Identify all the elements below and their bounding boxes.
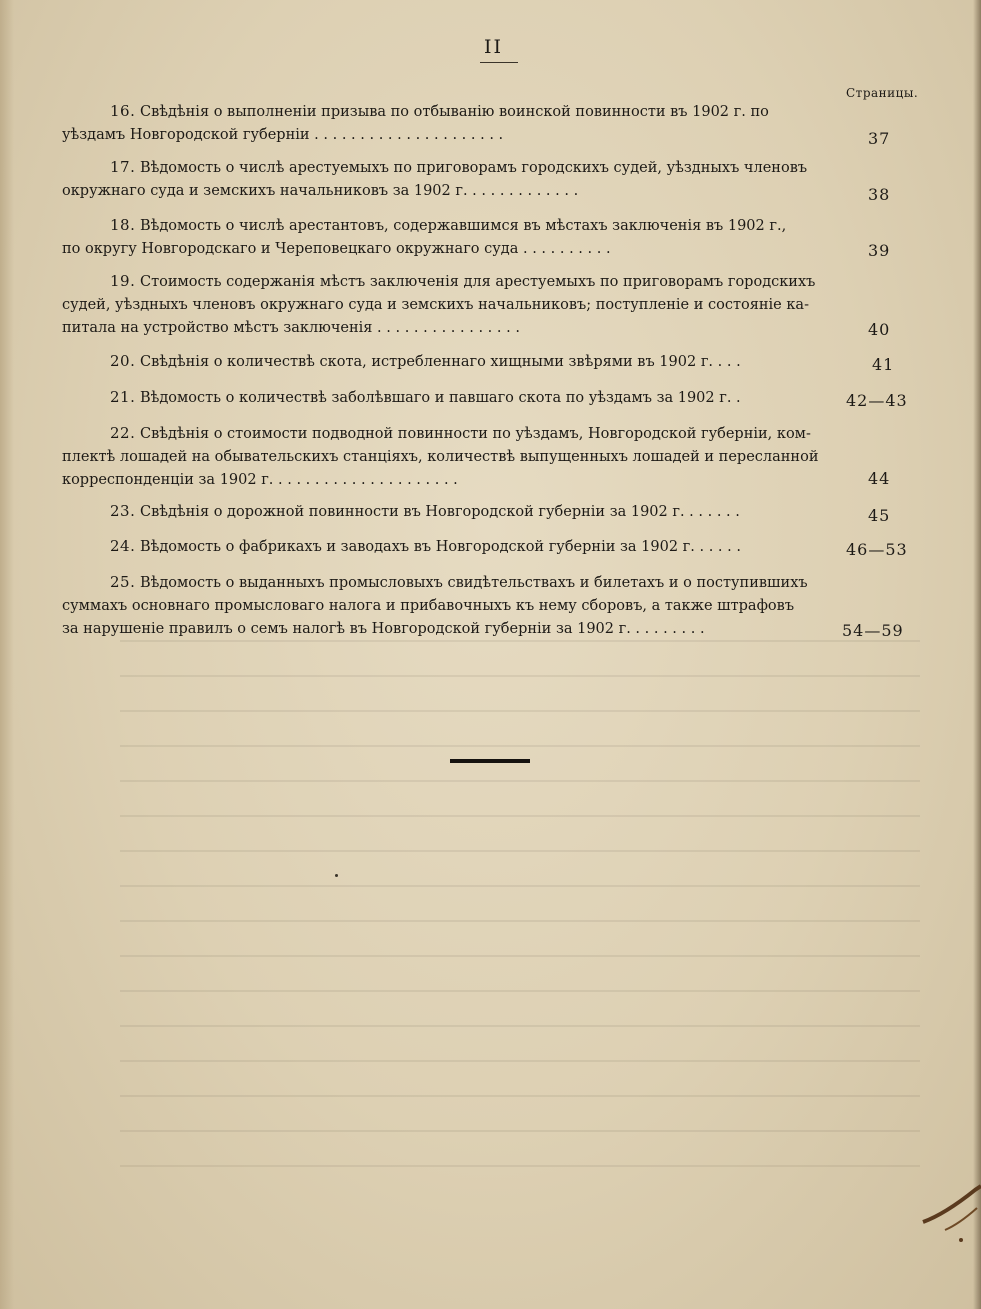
end-rule — [450, 759, 530, 763]
dot-leader: . . . . . . . . . . . . . . . . . . . . . — [309, 127, 504, 143]
entry-text-line: корреспонденціи за 1902 г. — [62, 472, 274, 488]
entry-text-line: Свѣдѣнія о количествѣ скота, истребленнаго хищными звѣрями въ 1902 г. — [139, 354, 714, 370]
entry-number: 24. — [110, 537, 136, 555]
entry-page-23: 45 — [868, 506, 891, 525]
dot-leader: . . . . . . . . . . . . . . . . . . . . — [273, 472, 458, 488]
entry-text-line: Свѣдѣнія о дорожной повинности въ Новгородской губерніи за 1902 г. — [139, 504, 685, 520]
ink-speck — [335, 874, 338, 877]
dot-leader: . . . . . . . . . . . . — [467, 183, 579, 199]
toc-entry-22 — [62, 422, 832, 492]
dot-leader: . . . . . . — [684, 504, 740, 520]
entry-text-line: Вѣдомость о количествѣ заболѣвшаго и павшаго скота по уѣздамъ за 1902 г. — [139, 390, 732, 406]
entry-text-line: Вѣдомость о выданныхъ промысловыхъ свидѣтельствахъ и билетахъ и о поступившихъ — [139, 575, 808, 591]
paper-damage-mark — [915, 1170, 981, 1250]
toc-entry-18 — [62, 214, 832, 261]
entry-number: 18. — [110, 216, 136, 234]
entry-text-line: Свѣдѣнія о выполненіи призыва по отбыванію воинской повинности въ 1902 г. по — [139, 104, 769, 120]
entry-text-line: судей, уѣздныхъ членовъ окружнаго суда и земскихъ начальниковъ; поступленіе и состояніе ка- — [62, 297, 809, 313]
entry-page-21: 42—43 — [846, 391, 908, 410]
entry-text-line: Свѣдѣнія о стоимости подводной повинности по уѣздамъ, Новгородской губерніи, ком- — [139, 426, 811, 442]
entry-text-line: окружнаго суда и земскихъ начальниковъ за 1902 г. — [62, 183, 468, 199]
entry-page-19: 40 — [868, 320, 891, 339]
entry-text-line: за нарушеніе правилъ о семъ налогѣ въ Новгородской губерніи за 1902 г. — [62, 621, 631, 637]
entry-page-20: 41 — [872, 355, 895, 374]
toc-entry-16 — [62, 100, 832, 147]
entry-text-line: плектѣ лошадей на обывательскихъ станціяхъ, количествѣ выпущенныхъ лошадей и пересланной — [62, 449, 819, 465]
entry-number: 25. — [110, 573, 136, 591]
entry-page-25: 54—59 — [842, 621, 904, 640]
toc-entry-24 — [62, 535, 832, 559]
entry-text-line: Вѣдомость о числѣ арестуемыхъ по приговорамъ городскихъ судей, уѣздныхъ членовъ — [139, 160, 808, 176]
dot-leader: . . . . . — [694, 539, 741, 555]
toc-entry-25 — [62, 571, 832, 641]
entry-text-line: Вѣдомость о числѣ арестантовъ, содержавшимся въ мѣстахъ заключенія въ 1902 г., — [139, 218, 787, 234]
bleed-through-lines — [120, 640, 920, 1200]
entry-text-line: питала на устройство мѣстъ заключенія — [62, 320, 373, 336]
dot-leader: . . . . . . . . — [630, 621, 705, 637]
entry-page-24: 46—53 — [846, 540, 908, 559]
entry-text-line: уѣздамъ Новгородской губерніи — [62, 127, 310, 143]
toc-entry-17 — [62, 156, 832, 203]
toc-entry-23 — [62, 500, 832, 524]
dot-leader: . . . . . . . . . . — [518, 241, 611, 257]
page-left-edge — [0, 0, 14, 1309]
entry-text-line: Вѣдомость о фабрикахъ и заводахъ въ Новгородской губерніи за 1902 г. — [139, 539, 695, 555]
entry-number: 23. — [110, 502, 136, 520]
entry-number: 17. — [110, 158, 136, 176]
entry-number: 21. — [110, 388, 136, 406]
dot-leader: . . . — [713, 354, 741, 370]
entry-page-18: 39 — [868, 241, 891, 260]
dot-leader: . . . . . . . . . . . . . . . . — [372, 320, 520, 336]
entry-text-line: Стоимость содержанія мѣстъ заключенія для арестуемыхъ по приговорамъ городскихъ — [139, 274, 816, 290]
entry-page-17: 38 — [868, 185, 891, 204]
pages-column-header: Страницы. — [846, 86, 919, 100]
entry-number: 22. — [110, 424, 136, 442]
entry-page-22: 44 — [868, 469, 891, 488]
entry-number: 20. — [110, 352, 136, 370]
page-right-edge — [973, 0, 981, 1309]
page-number-rule — [480, 62, 518, 63]
entry-text-line: по округу Новгородскаго и Череповецкаго окружнаго суда — [62, 241, 519, 257]
toc-entry-21 — [62, 386, 832, 410]
toc-entry-19 — [62, 270, 832, 340]
toc-entry-20 — [62, 350, 832, 374]
page-number: II — [484, 36, 504, 58]
entry-page-16: 37 — [868, 129, 891, 148]
entry-number: 16. — [110, 102, 136, 120]
entry-number: 19. — [110, 272, 136, 290]
entry-text-line: суммахъ основнаго промысловаго налога и прибавочныхъ къ нему сборовъ, а также штрафовъ — [62, 598, 795, 614]
dot-leader: . — [731, 390, 741, 406]
